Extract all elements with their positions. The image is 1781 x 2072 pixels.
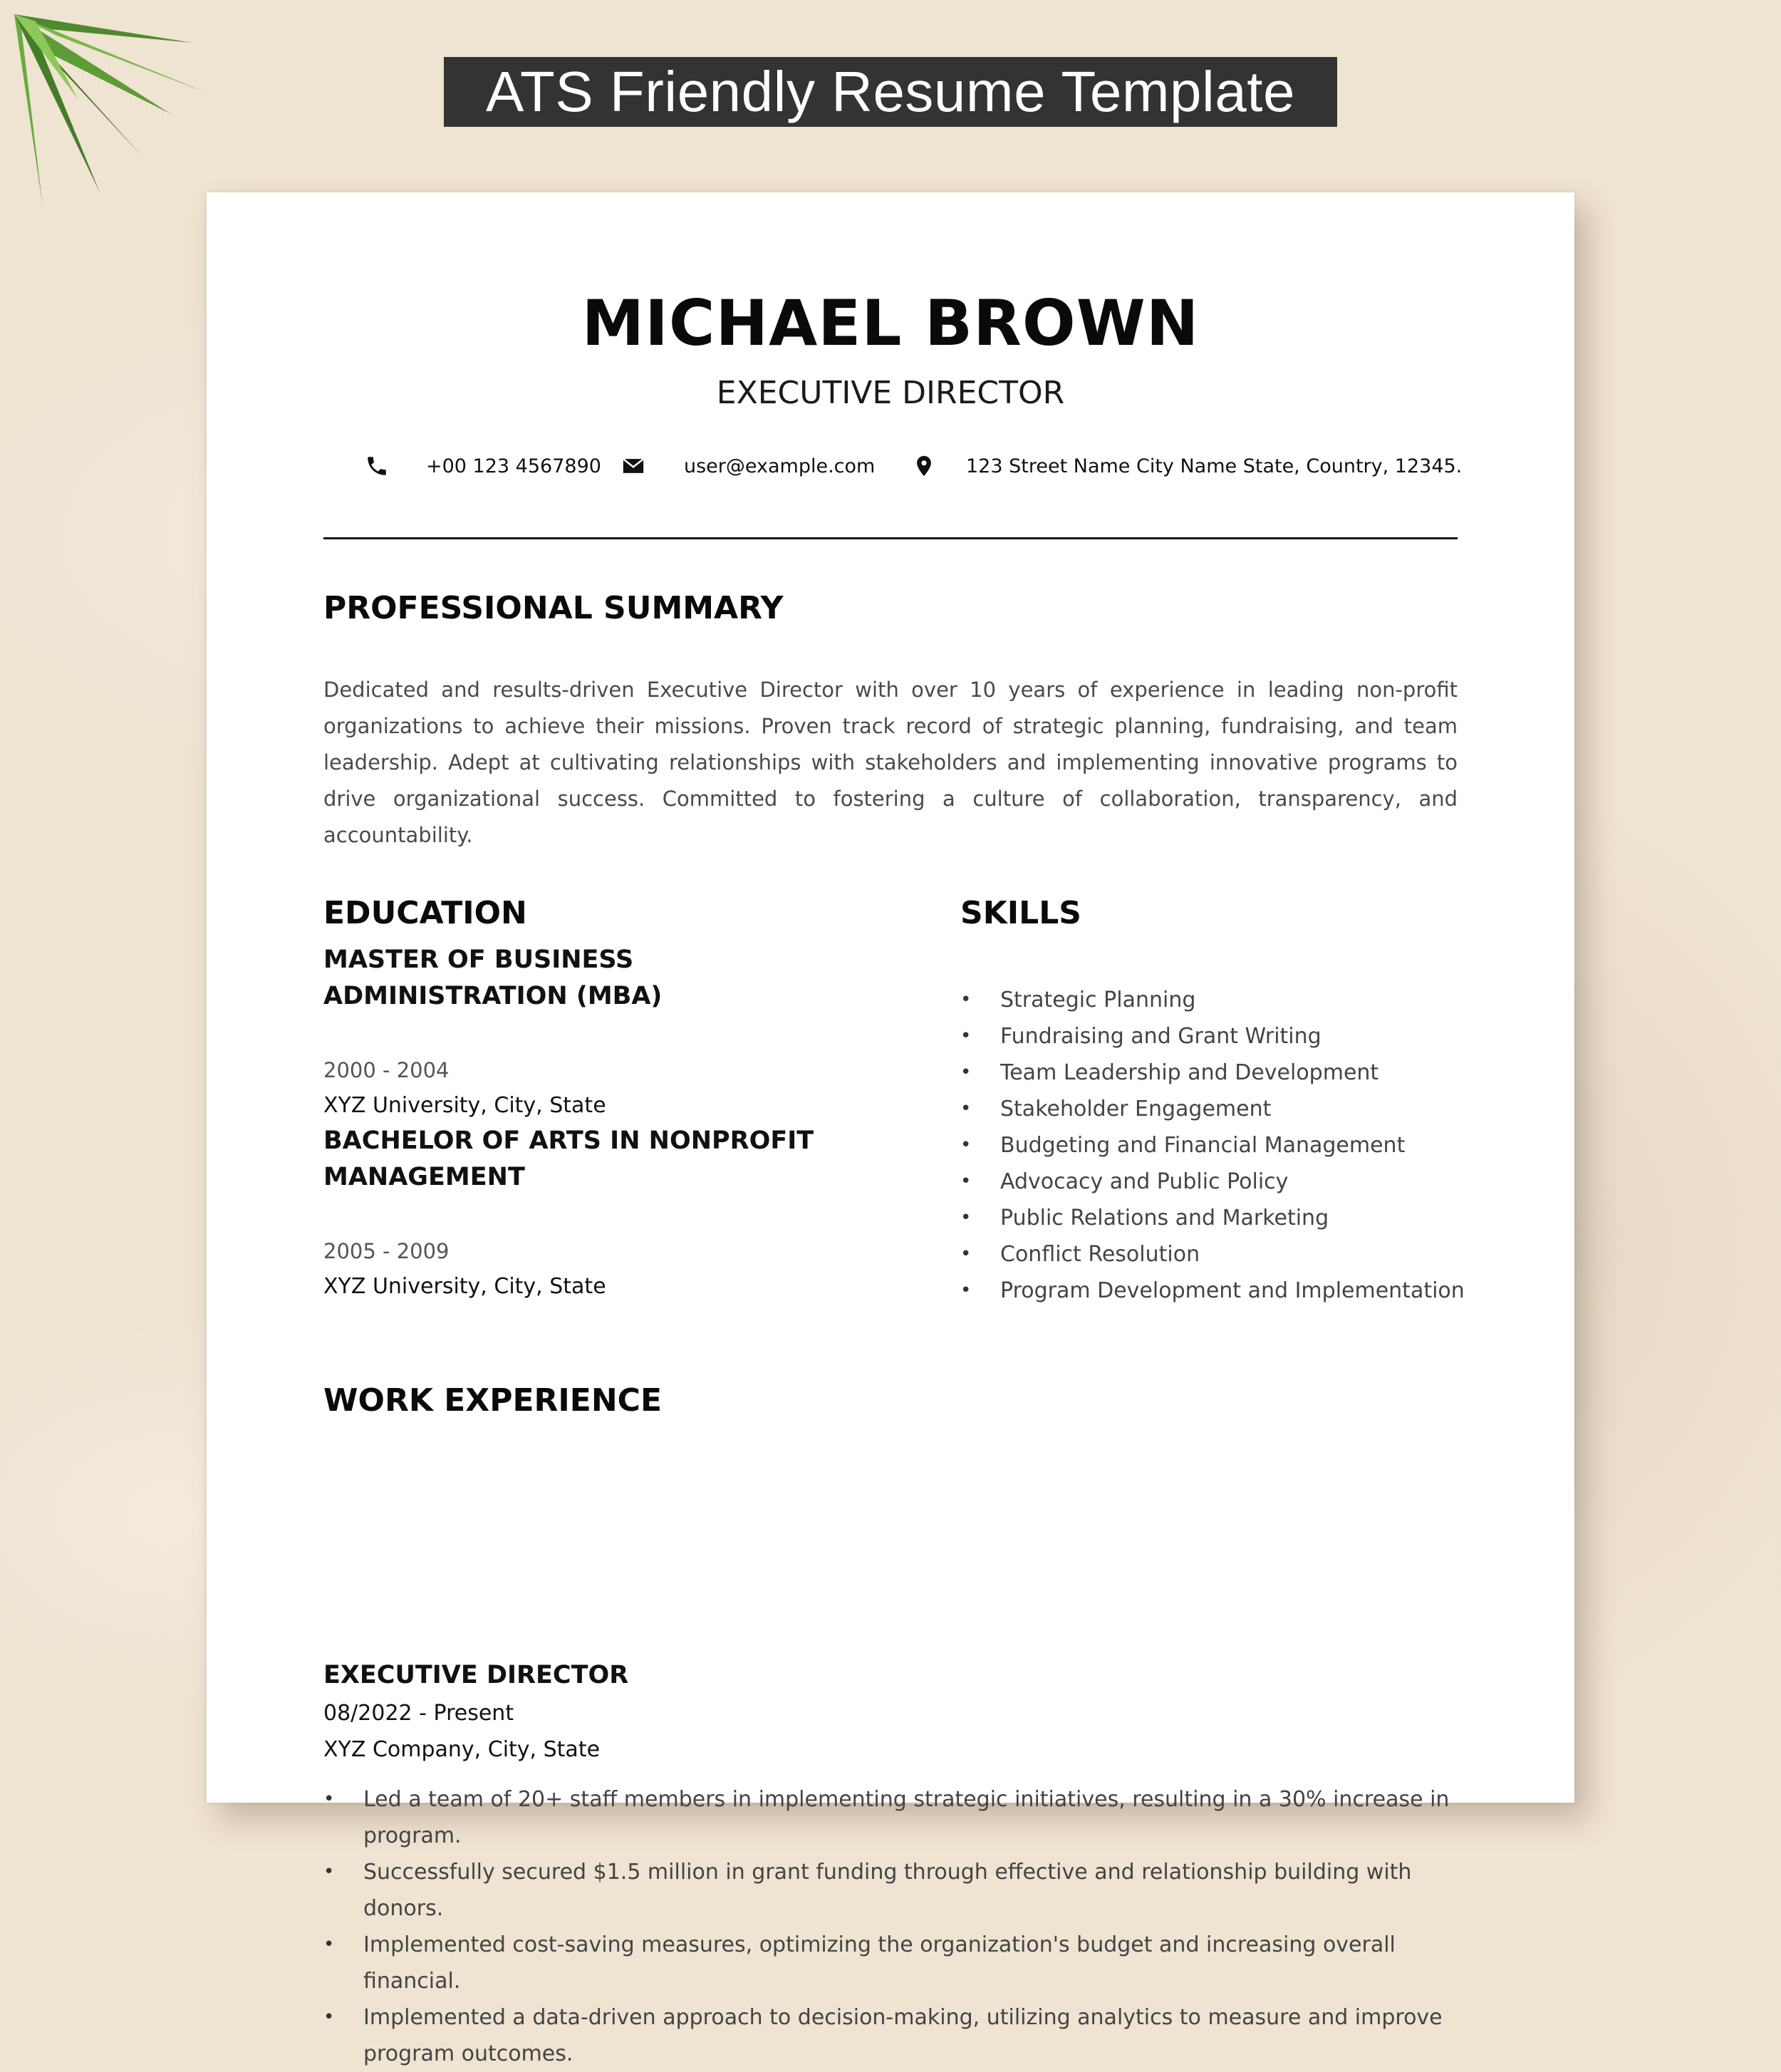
bullet: • xyxy=(323,1861,335,1882)
duty-item xyxy=(323,1927,1463,1999)
skill-label: Program Development and Implementation xyxy=(1000,1278,1465,1303)
bullet: • xyxy=(960,1207,972,1228)
job-company: XYZ Company, City, State xyxy=(323,1737,601,1762)
skill-label: Stakeholder Engagement xyxy=(1000,1097,1272,1122)
resume-name: MICHAEL BROWN xyxy=(581,286,1200,360)
skill-label: Strategic Planning xyxy=(1000,988,1196,1012)
skill-item xyxy=(960,1091,1465,1127)
resume-role: EXECUTIVE DIRECTOR xyxy=(716,375,1065,411)
skill-item xyxy=(960,1164,1465,1200)
bullet: • xyxy=(960,1243,972,1265)
resume-page xyxy=(207,192,1574,2066)
duty-item xyxy=(323,1999,1463,2072)
duty-text: Implemented a data-driven approach to decision-making, utilizing analytics to measure and improve program outcomes. xyxy=(363,2005,1443,2066)
education-years: 2000 - 2004 xyxy=(323,1058,450,1082)
bullet: • xyxy=(960,1280,972,1301)
job-dates: 08/2022 - Present xyxy=(323,1701,514,1726)
skill-item xyxy=(960,1018,1465,1055)
skill-label: Public Relations and Marketing xyxy=(1000,1206,1329,1231)
contact-address xyxy=(912,450,1463,482)
header-divider xyxy=(323,537,1458,539)
duty-text: Led a team of 20+ staff members in implementing strategic initiatives, resulting in a 30% increase in program. xyxy=(363,1787,1450,1848)
education-school: XYZ University, City, State xyxy=(323,1274,606,1299)
skill-item xyxy=(960,1055,1465,1091)
phone-icon xyxy=(365,454,389,478)
skill-item xyxy=(960,1200,1465,1236)
bullet: • xyxy=(960,1098,972,1119)
education-years: 2005 - 2009 xyxy=(323,1239,450,1263)
bullet: • xyxy=(960,1062,972,1083)
skill-label: Advocacy and Public Policy xyxy=(1000,1169,1289,1194)
summary-heading: PROFESSIONAL SUMMARY xyxy=(323,590,784,626)
education-degree-1 xyxy=(323,942,836,1015)
bullet: • xyxy=(960,1025,972,1047)
skill-label: Conflict Resolution xyxy=(1000,1242,1200,1267)
duty-text: Successfully secured $1.5 million in grant funding through effective and relationship building with donors. xyxy=(363,1860,1412,1921)
degree-line: MASTER OF BUSINESS xyxy=(323,946,634,974)
skill-label: Fundraising and Grant Writing xyxy=(1000,1024,1322,1049)
skills-list xyxy=(960,982,1465,1309)
education-school: XYZ University, City, State xyxy=(323,1093,606,1118)
education-degree-2 xyxy=(323,1123,836,1196)
contact-email xyxy=(621,450,876,482)
degree-line: ADMINISTRATION (MBA) xyxy=(323,982,663,1010)
summary-text: Dedicated and results-driven Executive Director with over 10 years of experience in leading non-profit organizations to achieve their missions. Proven track record of strategic planning, fundraising, and team leadership. Adept at cultivating relationships with stakeholders and implementing innovative programs to drive organizational success. Committed to fostering a culture of collaboration, transparency, and accountability. xyxy=(323,678,1458,847)
bullet: • xyxy=(960,989,972,1010)
bullet: • xyxy=(323,2006,335,2028)
job-title: EXECUTIVE DIRECTOR xyxy=(323,1661,629,1689)
job-duties-list xyxy=(323,1781,1463,2072)
banner-title: ATS Friendly Resume Template xyxy=(444,57,1337,127)
bullet: • xyxy=(960,1134,972,1156)
skill-label: Team Leadership and Development xyxy=(1000,1060,1379,1085)
bullet: • xyxy=(960,1171,972,1192)
email-text: user@example.com xyxy=(684,455,876,477)
degree-line: BACHELOR OF ARTS IN NONPROFIT xyxy=(323,1126,814,1155)
skills-heading: SKILLS xyxy=(960,895,1081,931)
skill-item xyxy=(960,1127,1465,1164)
work-heading: WORK EXPERIENCE xyxy=(323,1382,662,1419)
duty-item xyxy=(323,1854,1463,1927)
education-heading: EDUCATION xyxy=(323,895,527,931)
duty-text: Implemented cost-saving measures, optimizing the organization's budget and increasing overall financial. xyxy=(363,1932,1396,1994)
degree-line: MANAGEMENT xyxy=(323,1163,525,1191)
skill-label: Budgeting and Financial Management xyxy=(1000,1133,1406,1158)
location-pin-icon xyxy=(912,454,936,478)
contact-phone xyxy=(365,450,601,482)
skill-item xyxy=(960,982,1465,1018)
address-text: 123 Street Name City Name State, Country, 12345. xyxy=(966,455,1463,477)
phone-text: +00 123 4567890 xyxy=(426,455,601,477)
skill-item xyxy=(960,1273,1465,1309)
plant-decoration xyxy=(0,0,228,228)
duty-item xyxy=(323,1781,1463,1854)
bullet: • xyxy=(323,1934,335,1955)
skill-item xyxy=(960,1236,1465,1273)
mail-icon xyxy=(621,454,645,478)
bullet: • xyxy=(323,1788,335,1810)
